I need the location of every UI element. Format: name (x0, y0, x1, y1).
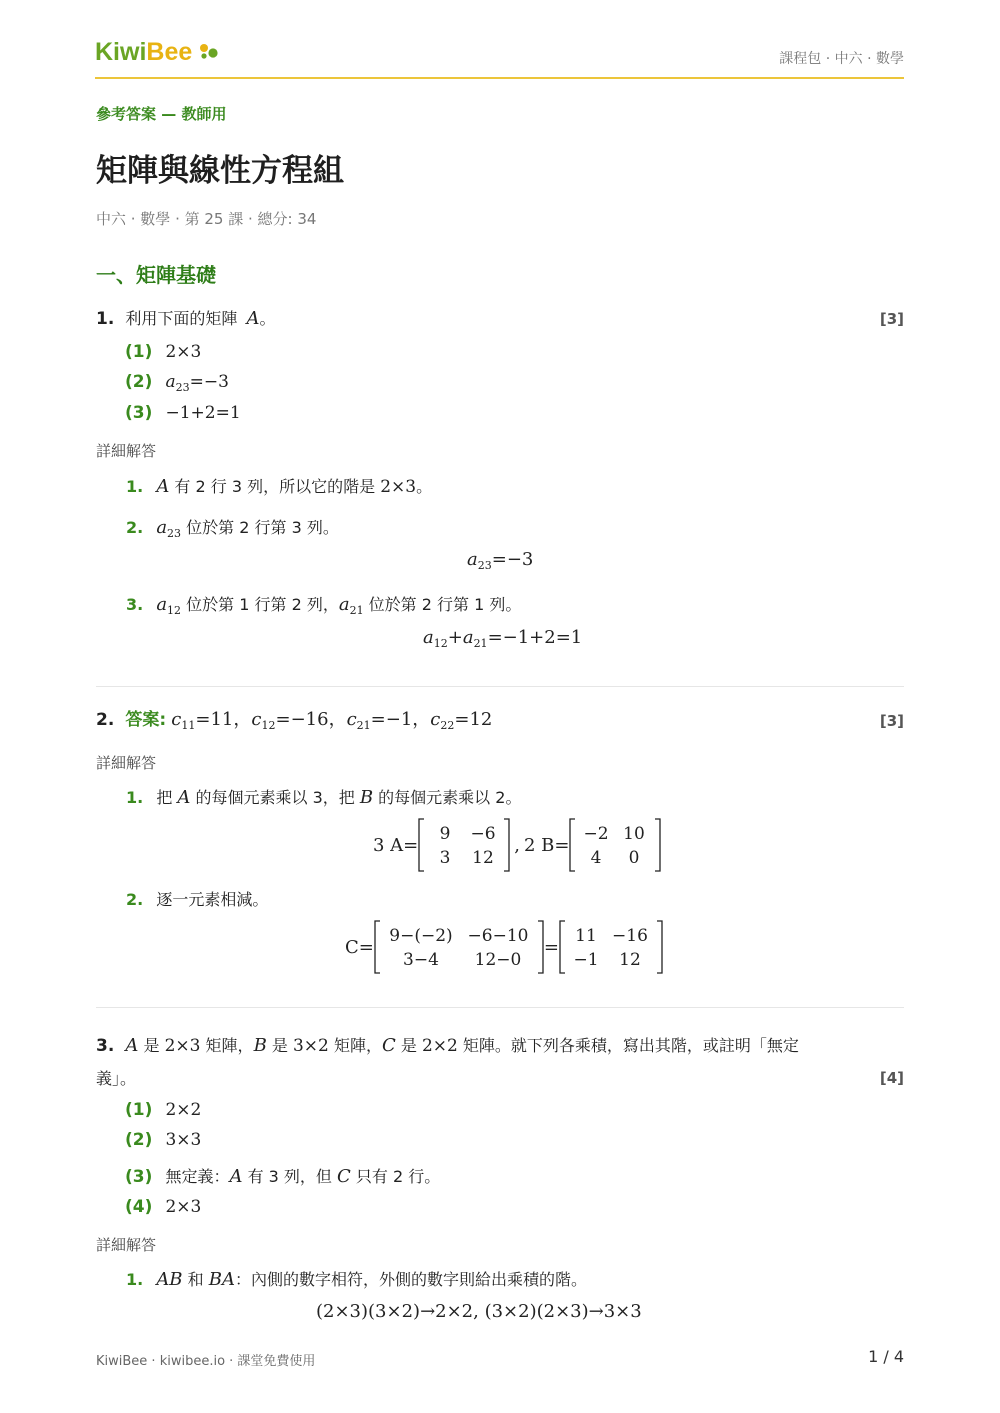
math-var: C (337, 1166, 351, 1187)
separator: ， (233, 709, 252, 730)
math-var: a (156, 594, 168, 615)
matrix-entry: 3 (439, 848, 451, 868)
question-text: 利用下面的矩陣 (125, 309, 238, 328)
math-expr: =12 (454, 709, 493, 730)
matrix (559, 920, 663, 974)
step-text: ：內側的數字相符，外側的數字則給出乘積的階。 (234, 1270, 587, 1289)
math-subscript: 12 (261, 719, 276, 732)
answer-value: 2×3 (165, 342, 202, 362)
step-number: 3. (126, 595, 144, 614)
question-number: 1. (96, 309, 115, 329)
answer-3 (125, 1164, 440, 1187)
sub-label: (1) (125, 342, 153, 362)
separator: ， (328, 709, 347, 730)
doc-meta: 中六 · 數學 · 第 25 課 · 總分: 34 (96, 210, 317, 228)
math-expr: =−16 (275, 709, 329, 730)
question-number: 2. (96, 710, 115, 730)
question-text-line2: 義」。 (96, 1069, 137, 1088)
math-var: C (381, 1035, 396, 1056)
answer-value: 2×3 (165, 1197, 202, 1217)
math-expr: 3×2 (292, 1036, 329, 1056)
math-subscript: 21 (349, 604, 364, 617)
step-number: 1. (126, 1270, 144, 1289)
step-text: 和 (182, 1270, 209, 1289)
marks: [4] (879, 1069, 904, 1087)
matrix-entry: 12 (619, 950, 641, 970)
logo-bee-text: Bee (146, 38, 193, 66)
sub-label: (3) (125, 403, 153, 423)
step-3 (126, 592, 521, 617)
math-subscript: 12 (167, 604, 182, 617)
step-text: 有 2 行 3 列，所以它的階是 (169, 477, 381, 496)
answer-4 (125, 1197, 201, 1217)
equation (423, 627, 582, 650)
detail-label: 詳細解答 (96, 442, 157, 460)
sub-label: (2) (125, 1130, 153, 1150)
math-expr: =11 (195, 709, 234, 730)
question-text: 是 (266, 1036, 293, 1055)
matrix-entry: 12−0 (474, 950, 522, 970)
equation: (2×3)(3×2)→2×2, (3×2)(2×3)→3×3 (316, 1301, 642, 1322)
step-text: 逐一元素相減。 (156, 890, 269, 909)
matrix-entry: 12 (472, 848, 495, 868)
math-var: c (251, 709, 262, 730)
question-text: 是 (395, 1036, 422, 1055)
matrix-entry: −1 (573, 950, 599, 970)
step-number: 2. (126, 518, 144, 537)
matrix-entry: 4 (591, 848, 602, 868)
left-bracket (375, 921, 380, 973)
matrix (374, 920, 544, 974)
question-text: 是 (138, 1036, 165, 1055)
math-subscript: 11 (181, 719, 196, 732)
answer-2 (125, 1130, 201, 1150)
answer-text: 有 3 列，但 (242, 1167, 338, 1186)
right-bracket (657, 921, 662, 973)
sub-label: (2) (125, 372, 153, 392)
matrix-entry: 11 (575, 926, 597, 946)
marks: [3] (879, 310, 904, 328)
right-bracket (504, 819, 509, 871)
answer-text: 無定義： (165, 1167, 230, 1186)
math-var: a (165, 372, 176, 392)
math-subscript: 21 (473, 637, 488, 650)
matrix-var: A (246, 308, 260, 329)
matrix-entry: −2 (583, 824, 610, 844)
equation (467, 549, 533, 572)
math-var: c (171, 709, 182, 730)
matrix-svg (559, 920, 663, 974)
matrix (569, 818, 661, 872)
left-bracket (419, 819, 424, 871)
step-2 (126, 515, 339, 540)
math-expr: =−1+2=1 (487, 627, 583, 648)
math-var: A (156, 476, 170, 497)
step-1 (126, 474, 432, 497)
doc-label: 參考答案 — 教師用 (96, 105, 227, 123)
step-number: 2. (126, 890, 144, 909)
matrix-entry: −6 (470, 824, 496, 844)
math-var: A (125, 1035, 139, 1056)
step-number: 1. (126, 788, 144, 807)
answer-value: =−3 (189, 372, 229, 392)
sub-label: (4) (125, 1197, 153, 1217)
step-text: 位於第 1 行第 2 列， (181, 595, 339, 614)
divider (96, 1007, 904, 1008)
separator: , (514, 834, 520, 856)
page-number: 1 / 4 (868, 1347, 904, 1366)
question-3 (96, 1027, 904, 1065)
question-end: 。 (259, 309, 276, 328)
math-var: a (462, 627, 474, 648)
matrix-equation (345, 920, 663, 974)
matrix-entry: −16 (612, 926, 648, 946)
answer-label: 答案: (125, 710, 167, 730)
detail-label: 詳細解答 (96, 754, 157, 772)
step-text: 。 (416, 477, 433, 496)
math-var: a (156, 517, 168, 538)
logo-kiwi-text: Kiwi (95, 38, 147, 66)
step-number: 1. (126, 477, 144, 496)
matrix-equation (373, 818, 661, 872)
kiwibee-logo[interactable] (95, 38, 192, 67)
math-expr: 2×3 (164, 1036, 201, 1056)
step-text: 的每個元素乘以 2。 (373, 788, 522, 807)
math-var: c (430, 709, 441, 730)
question-text: 矩陣， (200, 1036, 254, 1055)
math-var: a (467, 549, 478, 570)
matrix-svg (374, 920, 544, 974)
math-expr: =−1 (370, 709, 413, 730)
right-bracket (538, 921, 543, 973)
math-subscript: 23 (477, 559, 492, 572)
matrix-entry: 9−(−2) (389, 926, 453, 946)
bee-dots-icon (198, 42, 220, 60)
math-subscript: 23 (167, 527, 182, 540)
divider (96, 686, 904, 687)
math-expr: 2×2 (421, 1036, 458, 1056)
separator: ， (412, 709, 431, 730)
step-text: 把 (156, 788, 178, 807)
matrix-entry: 10 (623, 824, 646, 844)
right-bracket (655, 819, 660, 871)
math-subscript: 21 (356, 719, 371, 732)
math-var: A (177, 787, 191, 808)
answer-2 (125, 372, 229, 394)
math-subscript: 12 (433, 637, 448, 650)
matrix-svg (418, 818, 510, 872)
detail-label: 詳細解答 (96, 1236, 157, 1254)
math-expr: 2×3 (380, 477, 417, 497)
matrix-svg (569, 818, 661, 872)
breadcrumb: 課程包 · 中六 · 數學 (779, 51, 904, 67)
math-var: c (346, 709, 357, 730)
answer-value: −1+2=1 (165, 403, 241, 423)
math-op: = (543, 936, 559, 958)
section-heading: 一、矩陣基礎 (96, 263, 216, 287)
math-subscript: 23 (175, 381, 190, 394)
math-var: AB (156, 1269, 183, 1290)
header-divider (95, 77, 904, 79)
answer-value: 3×3 (165, 1130, 202, 1150)
sub-label: (3) (125, 1167, 153, 1187)
math-var: B (359, 787, 374, 808)
matrix (418, 818, 510, 872)
answer-1 (125, 342, 201, 362)
step-text: 位於第 2 行第 3 列。 (181, 518, 339, 537)
step-text: 的每個元素乘以 3，把 (190, 788, 360, 807)
math-var: a (423, 627, 434, 648)
question-text: 矩陣。就下列各乘積，寫出其階，或註明「無定 (457, 1036, 799, 1055)
math-var: BA (208, 1269, 235, 1290)
step-text: 位於第 2 行第 1 列。 (363, 595, 522, 614)
step-1 (126, 785, 521, 808)
math-var: A (229, 1166, 243, 1187)
answer-text: 只有 2 行。 (350, 1167, 441, 1186)
matrix-entry: 0 (629, 848, 640, 868)
math-lhs: C= (345, 936, 374, 958)
left-bracket (570, 819, 575, 871)
page-title: 矩陣與線性方程組 (96, 153, 344, 189)
left-bracket (560, 921, 565, 973)
math-subscript: 22 (440, 719, 455, 732)
step-1 (126, 1267, 587, 1290)
sub-label: (1) (125, 1100, 153, 1120)
footer-text: KiwiBee · kiwibee.io · 課堂免費使用 (96, 1354, 316, 1369)
marks: [3] (879, 712, 904, 730)
math-var: B (253, 1035, 267, 1056)
math-lhs: 3 A= (373, 834, 419, 856)
math-var: a (338, 594, 350, 615)
math-lhs: 2 B= (524, 834, 570, 856)
question-1 (96, 306, 276, 329)
math-expr: =−3 (491, 549, 534, 570)
question-2 (96, 705, 492, 732)
answer-1 (125, 1100, 201, 1120)
matrix-entry: 3−4 (402, 950, 439, 970)
matrix-entry: −6−10 (467, 926, 529, 946)
question-number: 3. (96, 1036, 115, 1056)
answer-3 (125, 403, 241, 423)
question-text: 矩陣， (328, 1036, 382, 1055)
matrix-entry: 9 (439, 824, 451, 844)
math-op: + (447, 627, 463, 648)
answer-value: 2×2 (165, 1100, 202, 1120)
step-2 (126, 887, 268, 910)
